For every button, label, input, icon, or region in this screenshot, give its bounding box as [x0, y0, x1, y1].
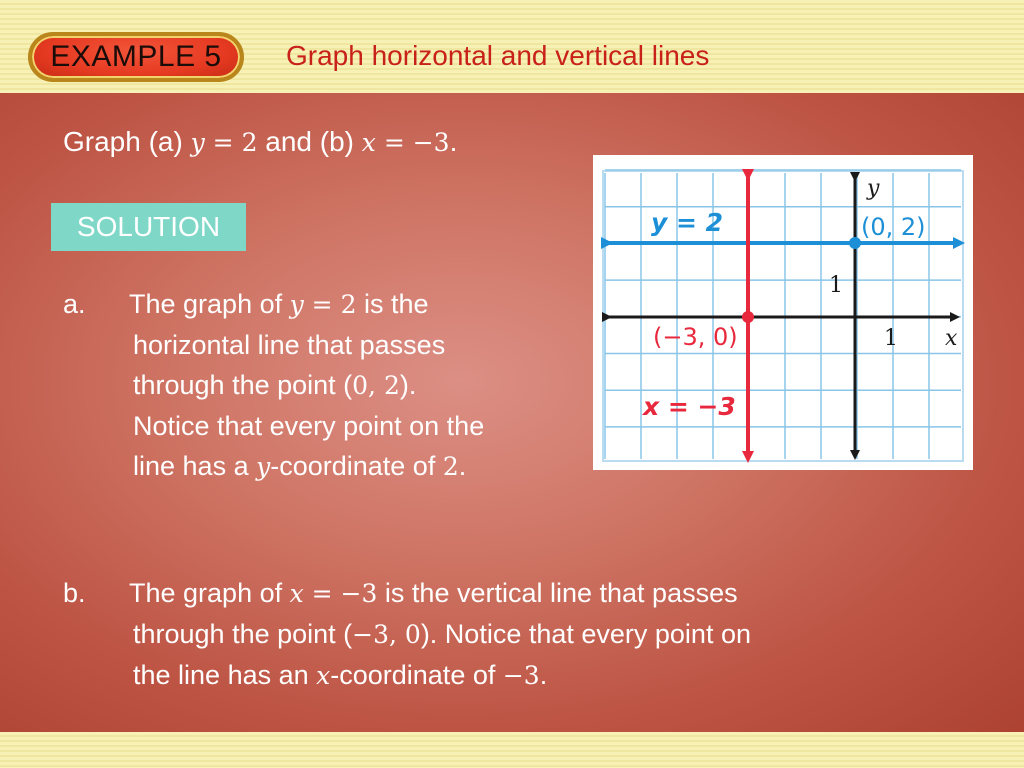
- part-b-l1-pre: The graph of: [129, 578, 290, 608]
- part-b-marker: b.: [63, 578, 86, 608]
- equation-b-value: = −3: [375, 128, 450, 157]
- part-a-l1-eq: = 2: [303, 290, 357, 319]
- part-a-line-2: horizontal line that passes: [133, 330, 446, 360]
- part-a-line-1: [129, 284, 593, 325]
- equation-b-variable: x: [361, 128, 376, 157]
- part-b-l2-pre: through the point (: [133, 619, 353, 649]
- x-axis-label: x: [945, 326, 958, 351]
- part-b-l1-post: is the vertical line that passes: [377, 578, 738, 608]
- part-a-l3-pre: through the point (: [133, 370, 353, 400]
- part-a-l5-num: 2: [442, 452, 459, 481]
- part-a-l3-point: 0, 2: [352, 371, 400, 400]
- vertical-line-label: x = −3: [643, 392, 736, 421]
- part-b-line-1: [129, 573, 963, 614]
- part-a-l5-mid: -coordinate of: [270, 451, 443, 481]
- part-a-l5-pre: line has a: [133, 451, 257, 481]
- part-a-l1-var: y: [289, 290, 304, 319]
- solution-badge: SOLUTION: [51, 203, 246, 251]
- part-a-l5-post: .: [458, 451, 467, 481]
- part-b-l3-num: −3: [502, 661, 540, 690]
- point-0-2: [849, 237, 861, 249]
- footer-band: [0, 732, 1024, 768]
- problem-middle: and (b): [257, 126, 362, 157]
- part-a-marker: a.: [63, 289, 86, 319]
- part-b-l2-point: −3, 0: [352, 620, 421, 649]
- part-a-explanation: [63, 284, 593, 487]
- y-tick-label: 1: [829, 273, 843, 298]
- problem-suffix: .: [449, 126, 458, 157]
- part-a-l1-pre: The graph of: [129, 289, 290, 319]
- problem-prefix: Graph (a): [63, 126, 191, 157]
- horizontal-point-label: (0, 2): [861, 213, 926, 241]
- vertical-point-label: (−3, 0): [653, 323, 738, 351]
- x-tick-label: 1: [884, 326, 898, 351]
- part-a-l3-post: ).: [399, 370, 417, 400]
- part-a-line-5: [133, 446, 593, 487]
- part-b-l1-eq: = −3: [303, 579, 378, 608]
- part-b-line-2: [133, 614, 963, 655]
- part-a-line-4: Notice that every point on the: [133, 411, 485, 441]
- point-neg3-0: [742, 311, 754, 323]
- equation-a-variable: y: [190, 128, 205, 157]
- horizontal-line-label: y = 2: [651, 208, 724, 237]
- example-badge: EXAMPLE 5: [28, 32, 244, 82]
- part-b-explanation: [63, 573, 963, 696]
- part-b-l2-post: ). Notice that every point on: [420, 619, 751, 649]
- coordinate-graph: [593, 155, 973, 470]
- part-a-l5-var: y: [256, 452, 271, 481]
- part-b-line-3: [133, 655, 963, 696]
- part-b-l3-mid: -coordinate of: [330, 660, 503, 690]
- part-a-line-3: [133, 365, 593, 406]
- part-b-l3-var: x: [316, 661, 331, 690]
- y-axis-label: y: [867, 176, 880, 201]
- page-title: Graph horizontal and vertical lines: [286, 40, 710, 71]
- equation-a-value: = 2: [204, 128, 258, 157]
- part-b-l3-post: .: [539, 660, 548, 690]
- graph-svg: [593, 155, 973, 470]
- part-b-l1-var: x: [289, 579, 304, 608]
- part-a-l1-post: is the: [356, 289, 429, 319]
- part-b-l3-pre: the line has an: [133, 660, 317, 690]
- problem-statement: [63, 126, 457, 158]
